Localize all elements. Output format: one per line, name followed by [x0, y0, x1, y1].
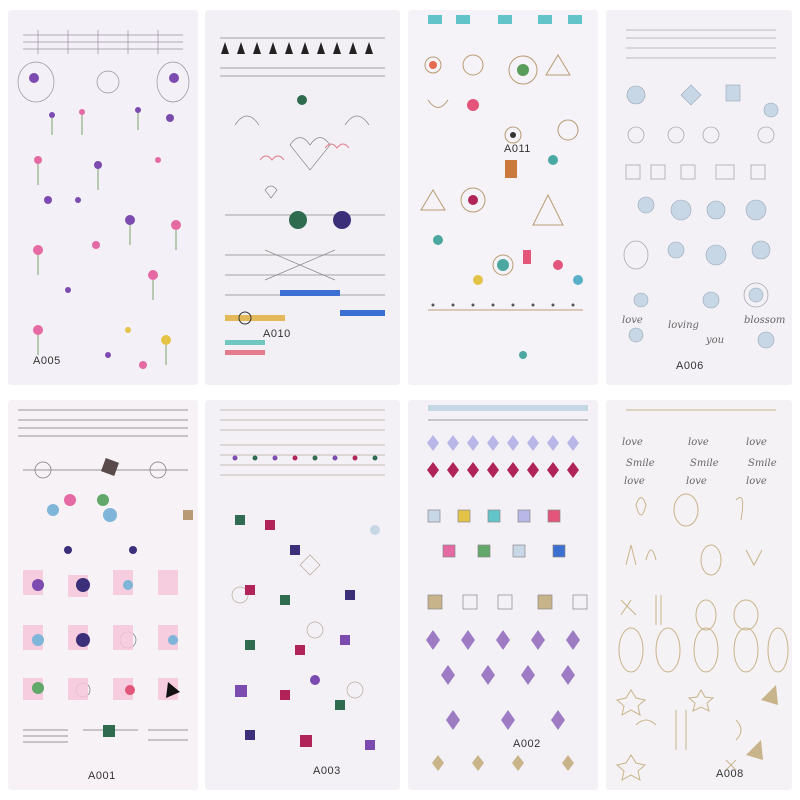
floral-stickers: [8, 10, 198, 385]
sheet-code-a011: A011: [504, 143, 531, 155]
sheet-a006: [606, 10, 792, 385]
word-loving: loving: [668, 320, 699, 331]
sheet-a001: [8, 400, 198, 790]
word-love-6: love: [746, 476, 767, 487]
gem-stickers: [606, 10, 792, 385]
sheet-a002: [408, 400, 598, 790]
word-love-1: love: [622, 437, 643, 448]
colored-gem-stickers: [205, 400, 400, 790]
word-love-4: love: [624, 476, 645, 487]
sheet-a003: [205, 400, 400, 790]
sheet-code-a003: A003: [313, 765, 341, 777]
word-love-5: love: [686, 476, 707, 487]
dreamcatcher-stickers: [408, 10, 598, 385]
diamond-cube-stickers: [408, 400, 598, 790]
word-love-a006: love: [622, 315, 643, 326]
sheet-code-a005: A005: [33, 355, 61, 367]
word-smile-2: Smile: [690, 458, 719, 469]
word-you: you: [706, 335, 725, 346]
word-smile-3: Smile: [748, 458, 777, 469]
sheet-a011: [408, 10, 598, 385]
sheet-a005: [8, 10, 198, 385]
sheet-code-a001: A001: [88, 770, 116, 782]
sheet-code-a002: A002: [513, 738, 541, 750]
word-love-2: love: [688, 437, 709, 448]
sheet-code-a010: A010: [263, 328, 291, 340]
word-blossom: blossom: [744, 315, 786, 326]
sheet-a010: [205, 10, 400, 385]
geometric-stickers: [8, 400, 198, 790]
word-love-3: love: [746, 437, 767, 448]
sheet-a008: [606, 400, 792, 790]
sheet-code-a006: A006: [676, 360, 704, 372]
boho-stickers: [205, 10, 400, 385]
sheet-code-a008: A008: [716, 768, 744, 780]
word-smile-1: Smile: [626, 458, 655, 469]
